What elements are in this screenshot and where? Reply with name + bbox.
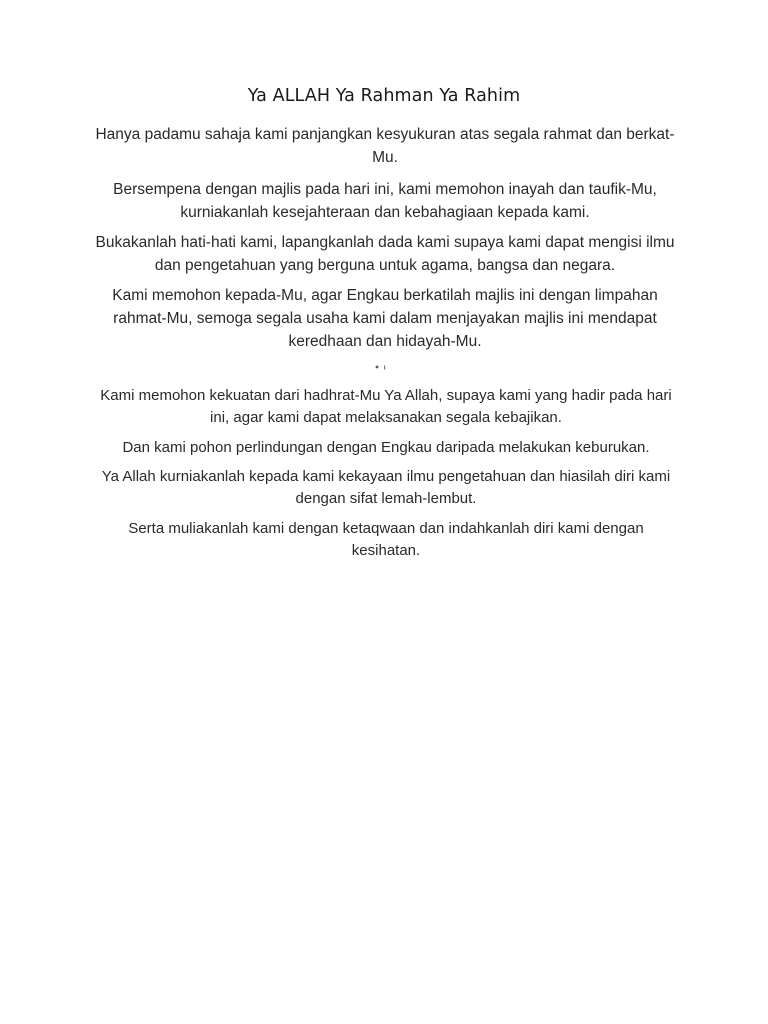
scan-artifact-mark [374,364,390,372]
paragraph-6: Dan kami pohon perlindungan dengan Engkau daripada melakukan keburukan. [122,439,650,456]
paragraph-4: Kami memohon kepada-Mu, agar Engkau berkatilah majlis ini dengan limpahan rahmat-Mu, semoga segala usaha kami dalam menjayakan majlis ini mendapat keredhaan dan hidayah-Mu. [112,287,658,350]
paragraph-3: Bukakanlah hati-hati kami, lapangkanlah dada kami supaya kami dapat mengisi ilmu dan pengetahuan yang berguna untuk agama, bangsa dan negara. [95,234,675,274]
document-title: Ya ALLAH Ya Rahman Ya Rahim [247,86,521,106]
paragraph-5: Kami memohon kekuatan dari hadhrat-Mu Ya Allah, supaya kami yang hadir pada hari ini, agar kami dapat melaksanakan segala kebajikan. [100,387,672,426]
paragraph-8: Serta muliakanlah kami dengan ketaqwaan dan indahkanlah diri kami dengan kesihatan. [128,520,644,559]
paragraph-7: Ya Allah kurniakanlah kepada kami kekayaan ilmu pengetahuan dan hiasilah diri kami dengan sifat lemah-lembut. [101,468,671,507]
paragraph-1: Hanya padamu sahaja kami panjangkan kesyukuran atas segala rahmat dan berkat-Mu. [95,126,675,166]
paragraph-2: Bersempena dengan majlis pada hari ini, kami memohon inayah dan taufik-Mu, kurniakanlah kesejahteraan dan kebahagiaan kepada kami. [113,181,657,221]
